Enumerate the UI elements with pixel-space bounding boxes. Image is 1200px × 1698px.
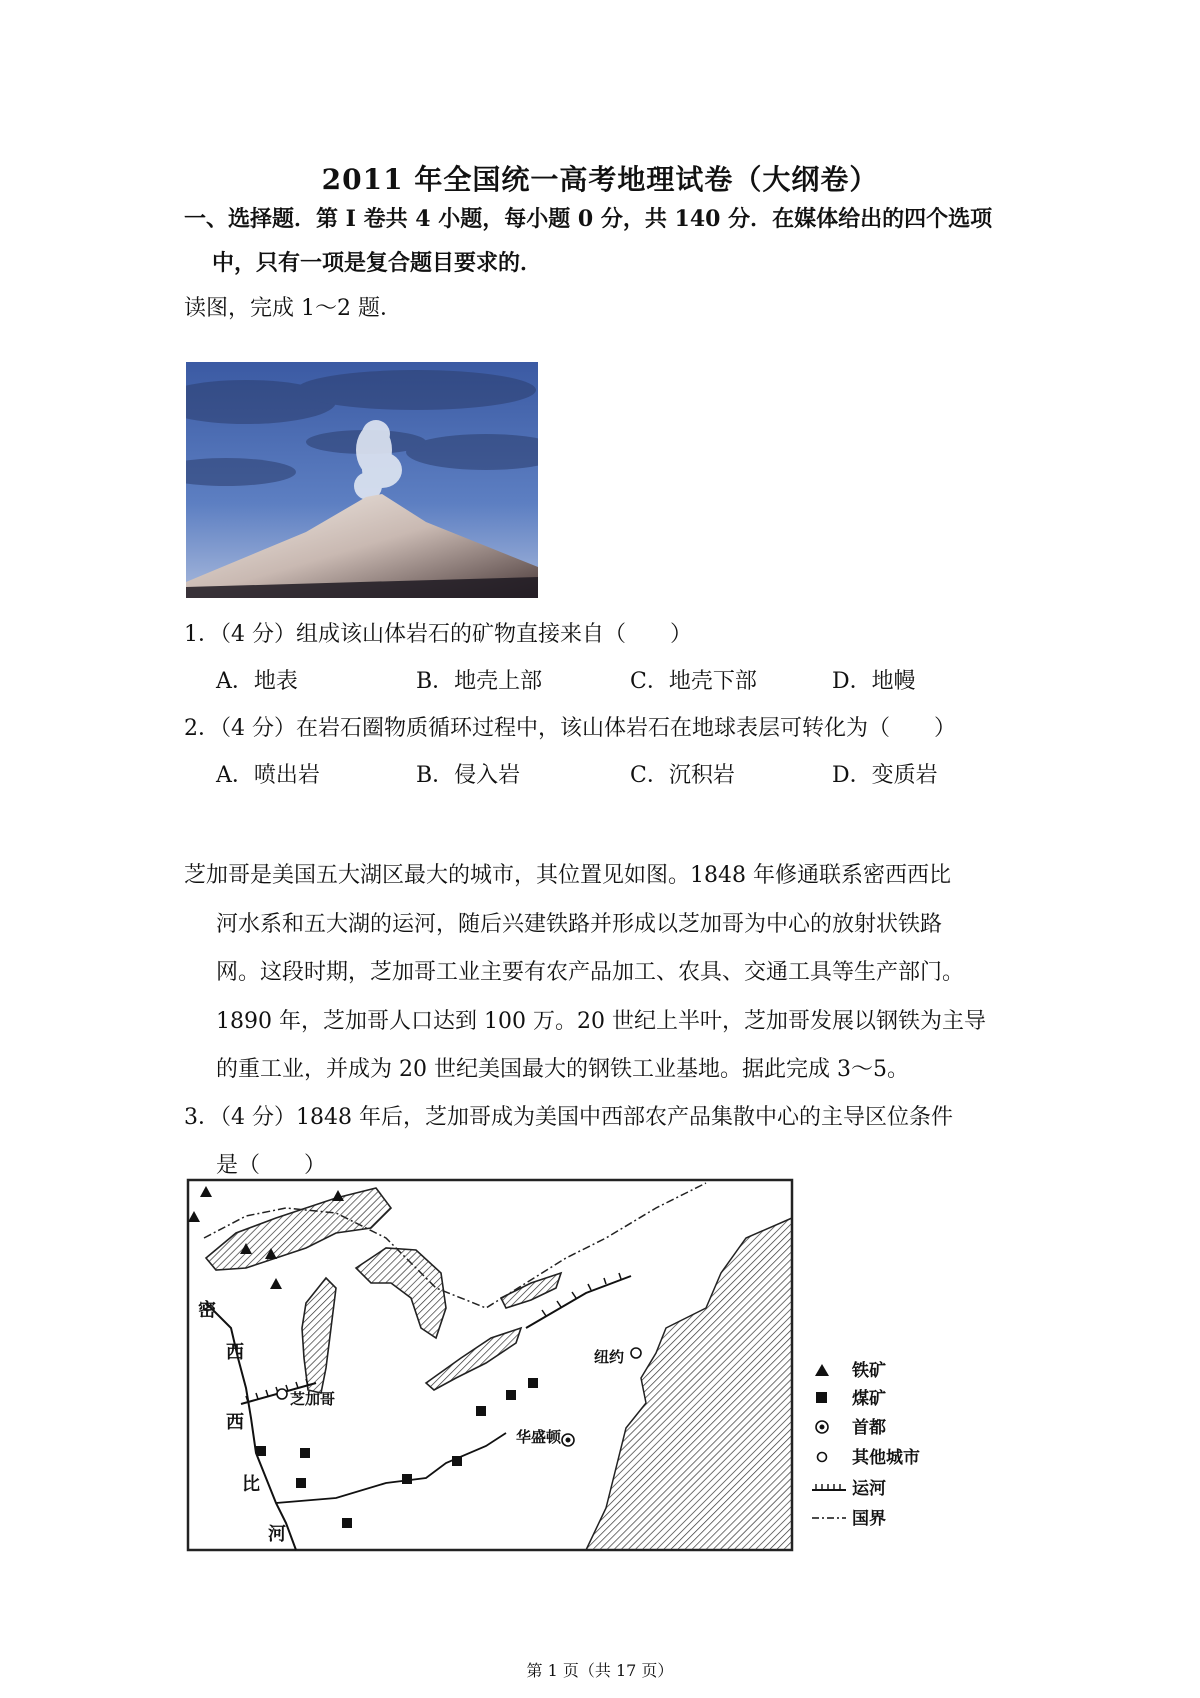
intro-text: 读图，完成 1～2 题．	[184, 296, 402, 321]
passage-line-4: 1890 年，芝加哥人口达到 100 万。20 世纪上半叶，芝加哥发展以钢铁为主导	[216, 1009, 986, 1034]
map-label-xi1: 西	[226, 1342, 244, 1363]
map-label-washington: 华盛顿	[516, 1428, 562, 1446]
section-heading-line1: 一、选择题．第 I 卷共 4 小题，每小题 0 分，共 140 分．在媒体给出的四个选项	[184, 206, 993, 232]
map-legend	[812, 1360, 982, 1560]
question-2-stem: 2．（4 分）在岩石圈物质循环过程中，该山体岩石在地球表层可转化为（ ）	[184, 716, 956, 741]
legend-label-other-city: 其他城市	[852, 1448, 920, 1468]
triangle-icon	[815, 1364, 829, 1376]
map-label-chicago: 芝加哥	[290, 1390, 336, 1408]
legend-label-capital: 首都	[852, 1418, 886, 1438]
passage-line-3: 网。这段时期，芝加哥工业主要有农产品加工、农具、交通工具等生产部门。	[216, 960, 965, 985]
map-label-bi: 比	[242, 1474, 260, 1495]
circle-icon	[818, 1453, 827, 1462]
legend-label-iron: 铁矿	[852, 1361, 886, 1381]
canal-line-icon	[812, 1484, 846, 1490]
q1-option-b: B．地壳上部	[416, 669, 543, 694]
q2-option-a: A．喷出岩	[216, 763, 320, 788]
question-3-stem-line1: 3．（4 分）1848 年后，芝加哥成为美国中西部农产品集散中心的主导区位条件	[184, 1105, 953, 1130]
q1-option-c: C．地壳下部	[630, 669, 757, 694]
q2-option-c: C．沉积岩	[630, 763, 735, 788]
legend-label-border: 国界	[852, 1509, 886, 1529]
passage-line-5: 的重工业，并成为 20 世纪美国最大的钢铁工业基地。据此完成 3～5。	[216, 1057, 909, 1082]
volcano-photo	[186, 362, 538, 598]
legend-label-canal: 运河	[852, 1479, 886, 1499]
q2-option-d: D．变质岩	[832, 763, 938, 788]
question-3-stem-line2: 是（ ）	[216, 1153, 327, 1178]
great-lakes-map	[186, 1178, 794, 1552]
map-label-he: 河	[268, 1524, 286, 1545]
q1-option-a: A．地表	[216, 669, 298, 694]
passage-line-2: 河水系和五大湖的运河，随后兴建铁路并形成以芝加哥为中心的放射状铁路	[216, 912, 943, 937]
washington-capital-dot	[566, 1438, 571, 1443]
square-icon	[816, 1392, 827, 1403]
legend-label-coal: 煤矿	[852, 1389, 886, 1409]
map-label-newyork: 纽约	[594, 1348, 625, 1366]
map-label-mi: 密	[198, 1300, 216, 1321]
q2-option-b: B．侵入岩	[416, 763, 521, 788]
map-label-xi2: 西	[226, 1412, 244, 1433]
newyork-city-marker	[631, 1348, 641, 1358]
question-1-stem: 1．（4 分）组成该山体岩石的矿物直接来自（ ）	[184, 622, 692, 647]
chicago-city-marker	[277, 1389, 287, 1399]
q1-option-d: D．地幔	[832, 669, 916, 694]
page-title: 2011 年全国统一高考地理试卷（大纲卷）	[321, 163, 879, 196]
page-footer: 第 1 页（共 17 页）	[526, 1661, 674, 1680]
section-heading-line2: 中，只有一项是复合题目要求的．	[212, 250, 543, 276]
passage-line-1: 芝加哥是美国五大湖区最大的城市，其位置见如图。1848 年修通联系密西西比	[184, 863, 951, 888]
